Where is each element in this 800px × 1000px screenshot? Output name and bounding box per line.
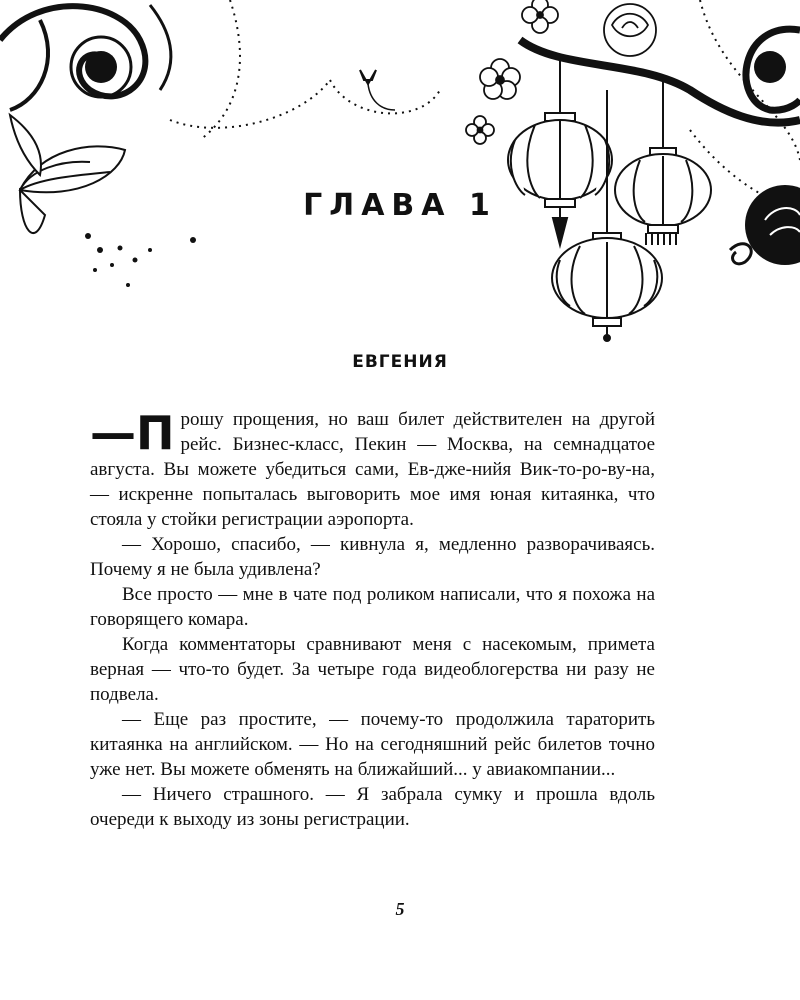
scattered-dots	[85, 233, 196, 287]
tulip-icon	[360, 70, 376, 84]
ornament-illustration	[0, 0, 800, 350]
paragraph: — Ничего страшного. — Я забрала сумку и прошла вдоль очереди к выходу из зоны регистрации.	[90, 784, 655, 830]
paragraph: — Еще раз простите, — почему-то продолжила тараторить китаянка на английском. — Но на сегодняшний рейс билетов точно уже нет. Вы можете обменять на ближайший... у авиакомпании...	[90, 709, 655, 780]
small-flower-icon	[480, 59, 520, 99]
chapter-body	[90, 407, 655, 832]
paragraph-text: рошу прощения, но ваш билет действителен на другой рейс. Бизнес-класс, Пекин — Москва, на семнадцатое августа. Вы можете убедиться сами, Ев-дже-нийя Вик-то-ро-ву-на, — искренне попыталась выговорить мое имя юная китаянка, что стояла у стойки регистрации аэропорта.	[90, 409, 655, 530]
left-swirl-vine	[0, 6, 145, 96]
black-circle-right	[754, 51, 786, 83]
black-circle-left	[85, 51, 117, 83]
top-swoosh	[520, 40, 800, 123]
paragraph: — Хорошо, спасибо, — кивнула я, медленно разворачиваясь. Почему я не была удивлена?	[90, 534, 655, 580]
page-number: 5	[395, 899, 405, 919]
paragraph: Все просто — мне в чате под роликом написали, что я похожа на говорящего комара.	[90, 584, 655, 630]
paragraph: Когда комментаторы сравнивают меня с насекомым, примета верная — что-то будет. За четыре года видеоблогерства ни разу не подвела.	[90, 634, 655, 705]
drop-cap: —П	[90, 406, 175, 460]
chapter-title: ГЛАВА 1	[303, 188, 497, 223]
section-title: ЕВГЕНИЯ	[352, 352, 448, 372]
rose-icon	[604, 4, 656, 56]
paragraph	[90, 407, 655, 532]
